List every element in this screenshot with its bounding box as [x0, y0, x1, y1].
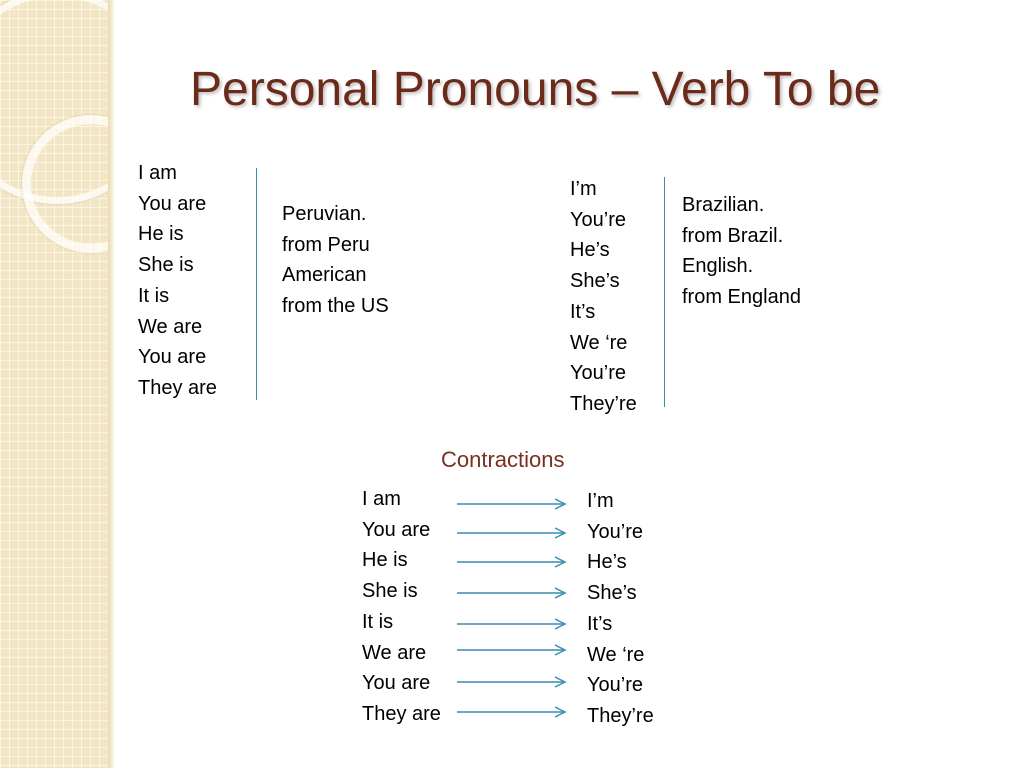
slide-title: Personal Pronouns – Verb To be [190, 63, 881, 116]
arrow-icon [457, 499, 565, 509]
list-item: from Brazil. [682, 224, 784, 247]
list-item: They are [138, 376, 217, 399]
list-item: We ‘re [587, 643, 645, 666]
list-item: You are [138, 346, 207, 369]
divider-line [664, 177, 665, 407]
short-forms-list [570, 174, 637, 420]
arrow-icon [457, 707, 565, 717]
list-item: I’m [570, 178, 597, 200]
nationality-list-2 [682, 190, 801, 313]
list-item: We are [362, 641, 427, 664]
list-item: from Peru [282, 233, 370, 256]
contraction-result-list [587, 486, 654, 732]
contractions-heading: Contractions [441, 447, 565, 472]
list-item: We are [138, 315, 203, 338]
list-item: Peruvian. [282, 203, 367, 225]
list-item: I’m [587, 490, 614, 512]
list-item: It’s [587, 612, 613, 635]
list-item: They’re [587, 704, 654, 727]
list-item: She’s [587, 582, 637, 605]
list-item: You’re [587, 520, 643, 543]
sidebar-edge [108, 0, 114, 768]
arrow-icon [457, 645, 565, 655]
full-forms-list [138, 158, 217, 404]
list-item: American [282, 264, 367, 287]
list-item: You’re [570, 208, 626, 231]
contraction-source-list [362, 484, 441, 730]
arrow-icon [457, 528, 565, 538]
list-item: She’s [570, 270, 620, 293]
list-item: You are [138, 192, 207, 215]
list-item: We ‘re [570, 331, 628, 354]
list-item: It is [138, 284, 170, 307]
list-item: He is [138, 223, 184, 246]
list-item: It’s [570, 300, 596, 323]
list-item: from the US [282, 295, 389, 318]
arrow-icon [457, 619, 565, 629]
list-item: He’s [587, 551, 627, 574]
list-item: She is [138, 254, 194, 277]
list-item: Brazilian. [682, 194, 765, 216]
list-item: You’re [587, 674, 643, 697]
arrow-icon [457, 557, 565, 567]
list-item: I am [362, 488, 401, 510]
contraction-arrows [455, 490, 575, 720]
divider-line [256, 168, 257, 400]
arrow-icon [457, 677, 565, 687]
list-item: He is [362, 549, 408, 572]
arrow-icon [457, 588, 565, 598]
list-item: You are [362, 518, 431, 541]
decorative-sidebar [0, 0, 112, 768]
list-item: They are [362, 702, 441, 725]
list-item: I am [138, 162, 177, 184]
list-item: She is [362, 580, 418, 603]
list-item: You’re [570, 362, 626, 385]
list-item: It is [362, 610, 394, 633]
list-item: He’s [570, 239, 610, 262]
nationality-list-1 [282, 199, 389, 322]
list-item: English. [682, 255, 754, 278]
list-item: They’re [570, 392, 637, 415]
list-item: from England [682, 286, 801, 309]
list-item: You are [362, 672, 431, 695]
